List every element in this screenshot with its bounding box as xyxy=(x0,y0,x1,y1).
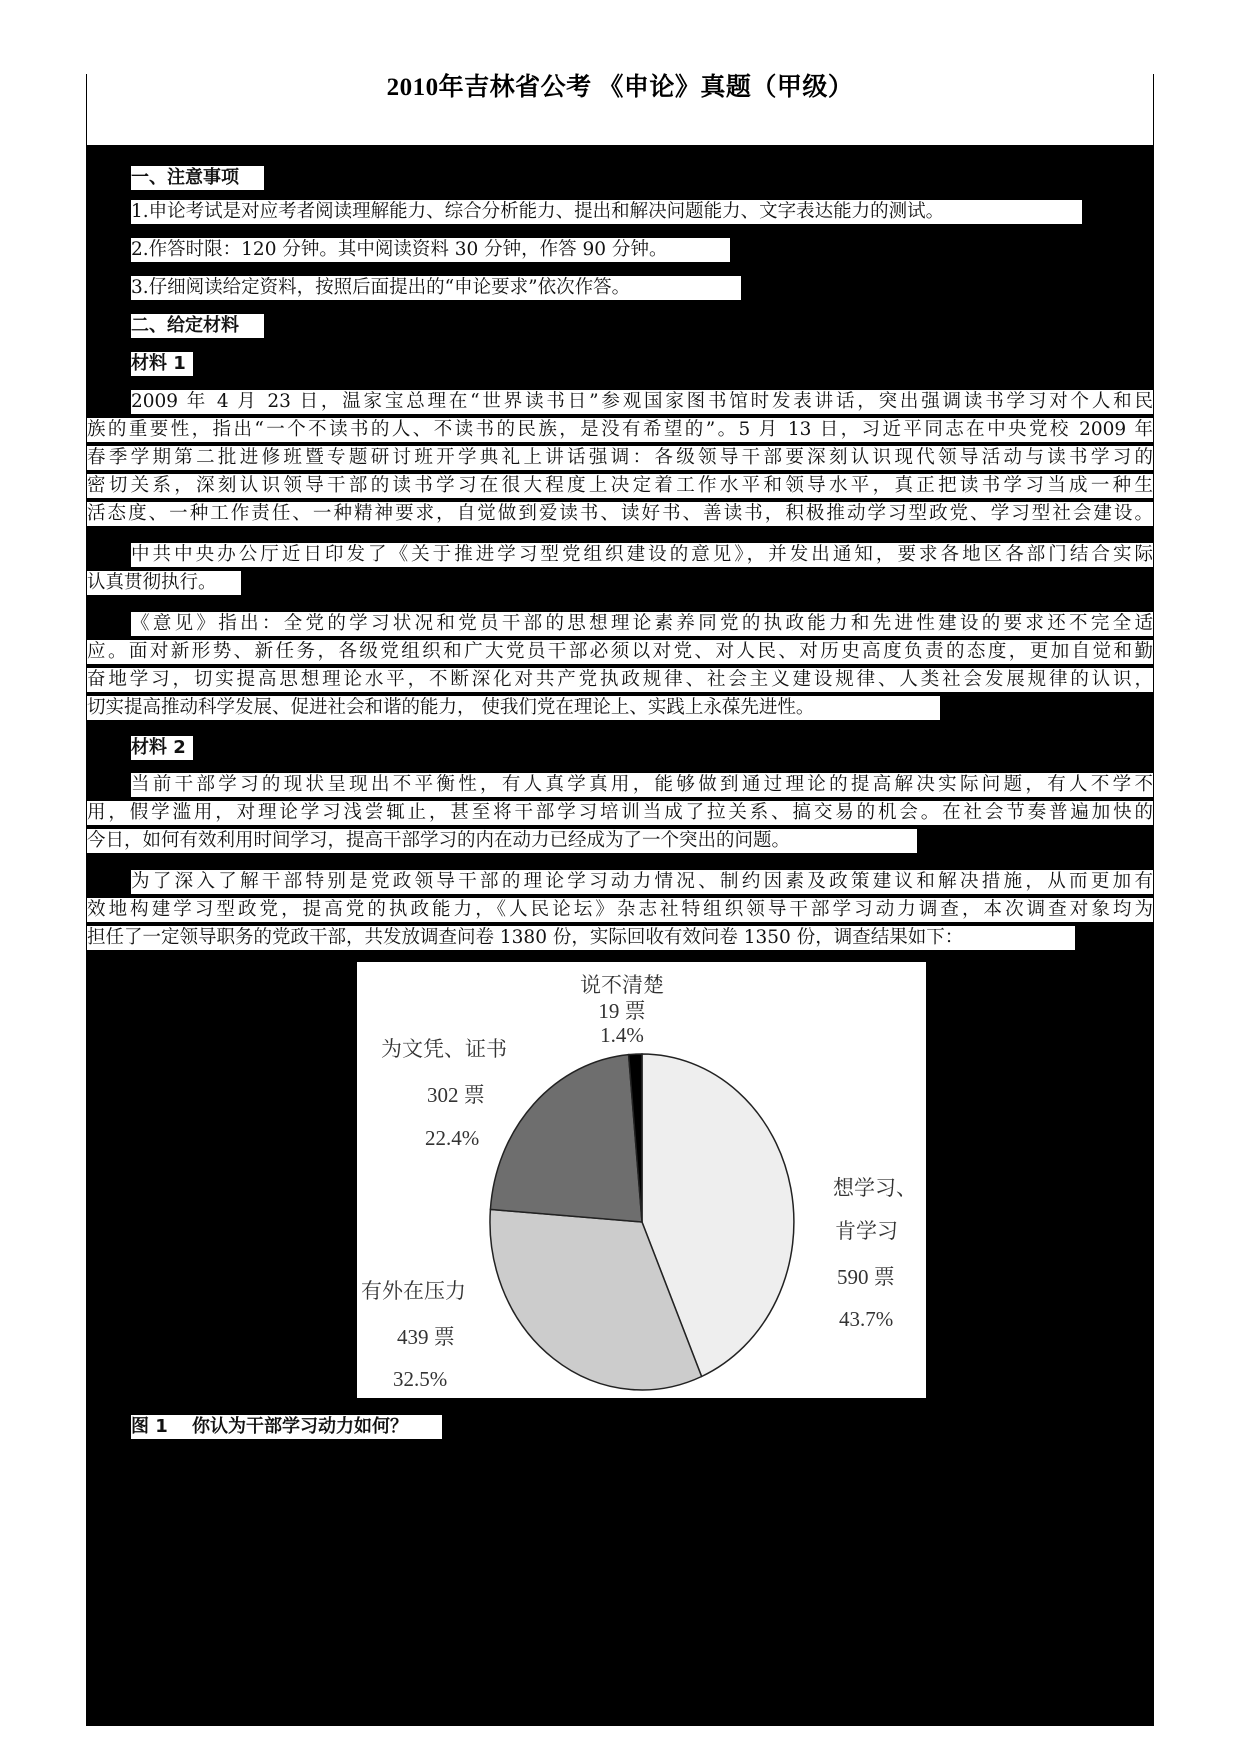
pie-chart xyxy=(357,962,926,1398)
label-diploma-name: 为文凭、证书 xyxy=(381,1037,507,1061)
section-heading-notes: 一、注意事项 xyxy=(131,166,264,190)
paragraph-line: 密切关系，深刻认识领导干部的读书学习在很大程度上决定着工作水平和领导水平，真正把读书学习当成一种生 xyxy=(87,475,1153,496)
figure-caption: 图 1 你认为干部学习动力如何？ xyxy=(131,1415,442,1439)
paragraph-line: 效地构建学习型政党，提高党的执政能力，《人民论坛》杂志社特组织领导干部学习动力调查，本次调查对象均为 xyxy=(87,899,1153,920)
paragraph-line: 为了深入了解干部特别是党政领导干部的理论学习动力情况、制约因素及政策建议和解决措施，从而更加有 xyxy=(131,871,1153,892)
label-want-name-1: 想学习、 xyxy=(833,1176,917,1200)
paragraph-line: 认真贯彻执行。 xyxy=(87,571,241,595)
paragraph-line: 奋地学习，切实提高思想理论水平，不断深化对共产党执政规律、社会主义建设规律、人类社会发展规律的认识， xyxy=(87,669,1153,690)
document-title: 2010年吉林省公考 《申论》真题（甲级） xyxy=(386,74,854,101)
notes-item-2: 2.作答时限：120 分钟。其中阅读资料 30 分钟，作答 90 分钟。 xyxy=(131,238,730,262)
paragraph-line: 活态度、一种工作责任、一种精神要求，自觉做到爱读书、读好书、善读书，积极推动学习型政党、学习型社会建设。 xyxy=(87,503,1153,524)
label-want-name-2: 肯学习 xyxy=(835,1219,898,1243)
notes-item-3: 3.仔细阅读给定资料，按照后面提出的“申论要求”依次作答。 xyxy=(131,276,741,300)
paragraph-line: 2009 年 4 月 23 日，温家宝总理在“世界读书日”参观国家图书馆时发表讲话，突出强调读书学习对个人和民 xyxy=(131,391,1153,412)
paragraph-line: 中共中央办公厅近日印发了《关于推进学习型党组织建设的意见》，并发出通知，要求各地区各部门结合实际 xyxy=(131,544,1153,565)
label-want-votes: 590 票 xyxy=(837,1265,895,1289)
label-diploma-votes: 302 票 xyxy=(427,1083,485,1107)
paragraph-line: 担任了一定领导职务的党政干部，共发放调查问卷 1380 份，实际回收有效问卷 1350 份，调查结果如下： xyxy=(87,926,1075,950)
label-unclear-pct: 1.4% xyxy=(600,1023,644,1047)
label-pressure-pct: 32.5% xyxy=(393,1367,448,1391)
paragraph-line: 应。面对新形势、新任务，各级党组织和广大党员干部必须以对党、对人民、对历史高度负责的态度，更加自觉和勤 xyxy=(87,641,1153,662)
section-heading-materials: 二、给定材料 xyxy=(131,314,264,338)
paragraph-line: 《意见》指出：全党的学习状况和党员干部的思想理论素养同党的执政能力和先进性建设的要求还不完全适 xyxy=(131,613,1153,634)
paragraph-line: 切实提高推动科学发展、促进社会和谐的能力， 使我们党在理论上、实践上永葆先进性。 xyxy=(87,696,940,720)
paragraph-line: 今日，如何有效利用时间学习，提高干部学习的内在动力已经成为了一个突出的问题。 xyxy=(87,829,917,853)
paragraph-line: 春季学期第二批进修班暨专题研讨班开学典礼上讲话强调：各级领导干部要深刻认识现代领导活动与读书学习的 xyxy=(87,447,1153,468)
material-1-heading: 材料 1 xyxy=(131,352,193,376)
material-2-heading: 材料 2 xyxy=(131,736,193,760)
notes-item-1: 1.申论考试是对应考者阅读理解能力、综合分析能力、提出和解决问题能力、文字表达能力的测试。 xyxy=(131,200,1082,224)
paragraph-line: 用，假学滥用，对理论学习浅尝辄止，甚至将干部学习培训当成了拉关系、搞交易的机会。在社会节奏普遍加快的 xyxy=(87,802,1153,823)
label-unclear-votes: 19 票 xyxy=(598,999,646,1023)
slice-for-diploma xyxy=(490,1055,642,1222)
label-pressure-votes: 439 票 xyxy=(397,1325,455,1349)
label-diploma-pct: 22.4% xyxy=(425,1126,480,1150)
label-pressure-name: 有外在压力 xyxy=(361,1279,466,1303)
paragraph-line: 族的重要性，指出“一个不读书的人、不读书的民族，是没有希望的”。5 月 13 日，习近平同志在中央党校 2009 年 xyxy=(87,419,1153,440)
label-want-pct: 43.7% xyxy=(839,1307,894,1331)
paragraph-line: 当前干部学习的现状呈现出不平衡性，有人真学真用，能够做到通过理论的提高解决实际问题，有人不学不 xyxy=(131,774,1153,795)
label-unclear-name: 说不清楚 xyxy=(580,973,664,997)
